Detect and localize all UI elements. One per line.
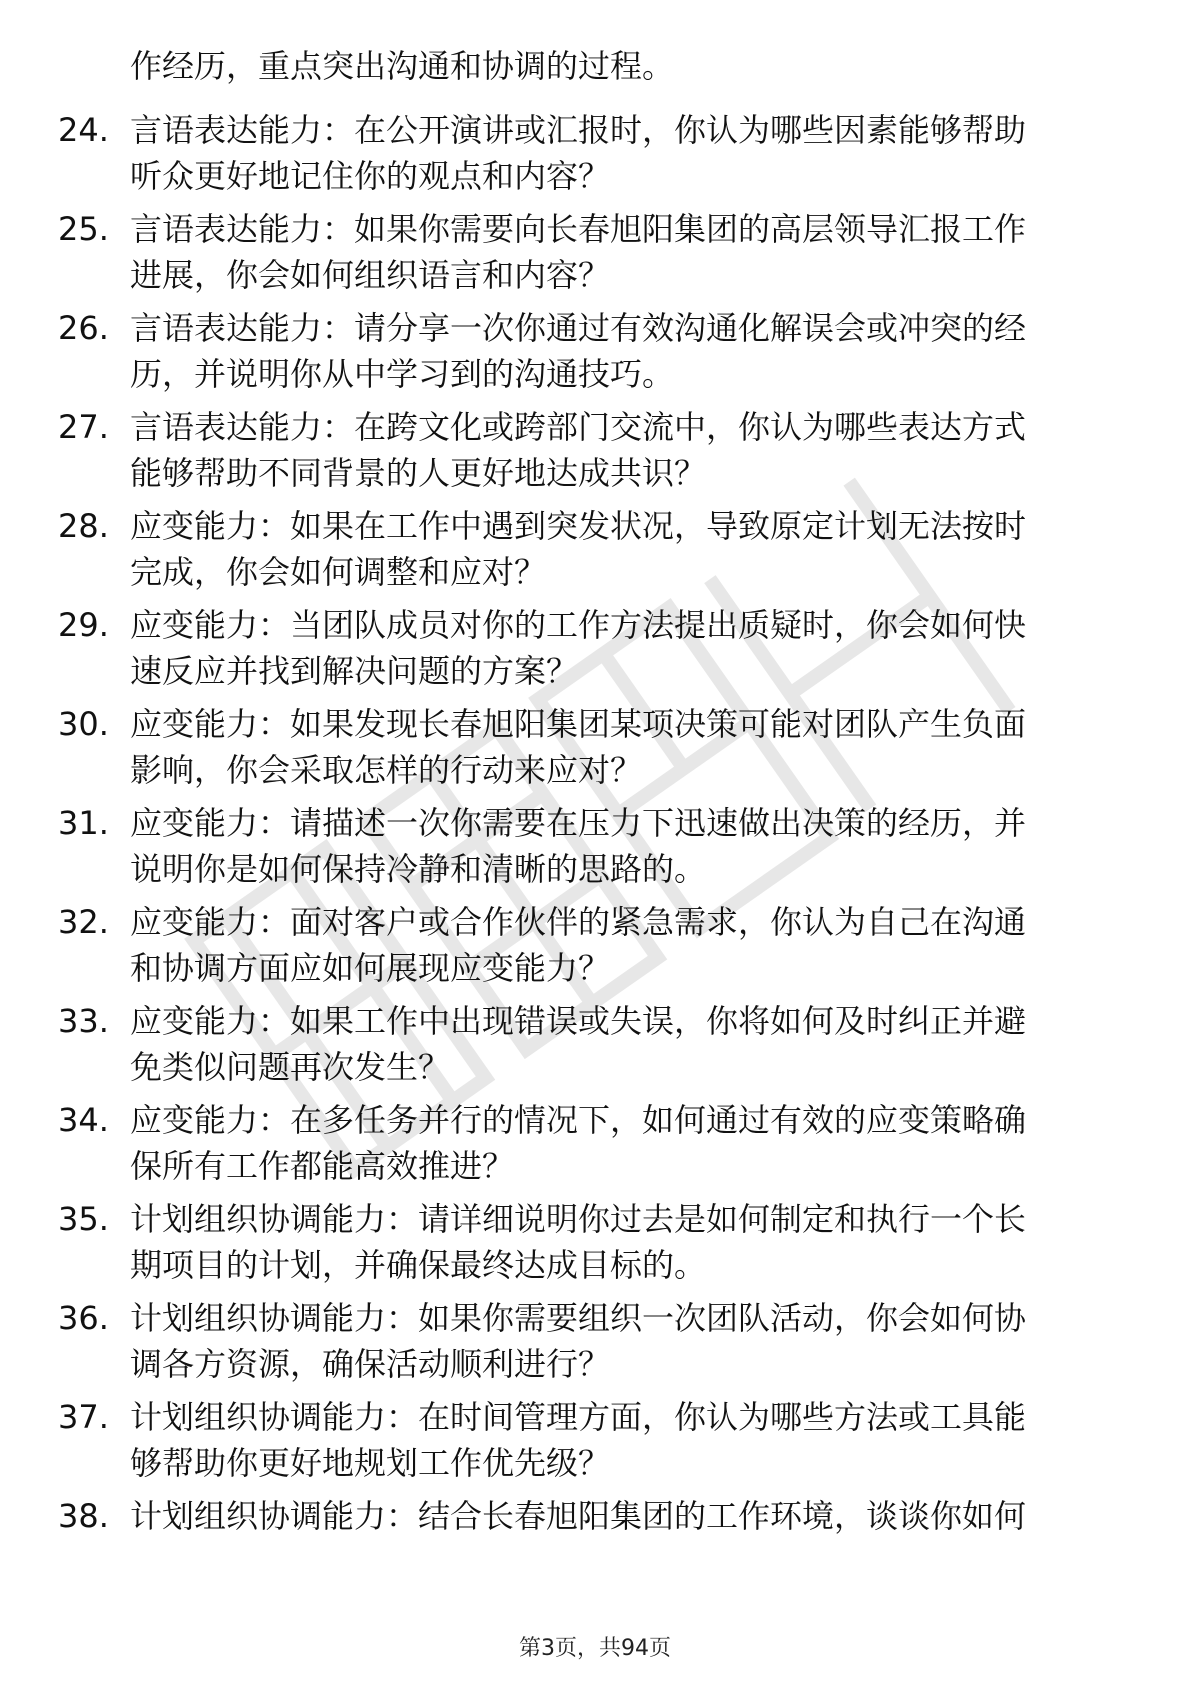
question-number: 30. (58, 705, 109, 743)
question-text-line: 应变能力：当团队成员对你的工作方法提出质疑时，你会如何快 (130, 606, 1027, 644)
question-text-line: 应变能力：如果工作中出现错误或失误，你将如何及时纠正并避 (130, 1002, 1027, 1040)
question-number: 38. (58, 1497, 109, 1535)
question-text-line: 期项目的计划，并确保最终达成目标的。 (130, 1246, 707, 1284)
continuation-text: 作经历，重点突出沟通和协调的过程。 (130, 47, 675, 85)
question-item (0, 1098, 1190, 1198)
question-text-line: 应变能力：如果在工作中遇到突发状况，导致原定计划无法按时 (130, 507, 1027, 545)
page-footer: 第3页，共94页 (519, 1636, 671, 1661)
question-number: 35. (58, 1200, 109, 1238)
question-item (0, 1197, 1190, 1297)
question-item (0, 207, 1190, 307)
question-text-line: 速反应并找到解决问题的方案？ (130, 652, 579, 690)
question-text-line: 完成，你会如何调整和应对？ (130, 553, 547, 591)
question-text-line: 调各方资源，确保活动顺利进行？ (130, 1345, 611, 1383)
question-text-line: 计划组织协调能力：在时间管理方面，你认为哪些方法或工具能 (130, 1398, 1027, 1436)
question-text-line: 应变能力：请描述一次你需要在压力下迅速做出决策的经历，并 (130, 804, 1027, 842)
question-number: 25. (58, 210, 109, 248)
question-number: 37. (58, 1398, 109, 1436)
question-text-line: 能够帮助不同背景的人更好地达成共识？ (130, 454, 707, 492)
question-text-line: 言语表达能力：如果你需要向长春旭阳集团的高层领导汇报工作 (130, 210, 1027, 248)
question-text-line: 历，并说明你从中学习到的沟通技巧。 (130, 355, 675, 393)
question-text-line: 应变能力：面对客户或合作伙伴的紧急需求，你认为自己在沟通 (130, 903, 1027, 941)
question-number: 36. (58, 1299, 109, 1337)
question-text-line: 应变能力：如果发现长春旭阳集团某项决策可能对团队产生负面 (130, 705, 1027, 743)
question-number: 33. (58, 1002, 109, 1040)
question-number: 32. (58, 903, 109, 941)
question-text-line: 应变能力：在多任务并行的情况下，如何通过有效的应变策略确 (130, 1101, 1027, 1139)
question-item (0, 999, 1190, 1099)
question-text-line: 影响，你会采取怎样的行动来应对？ (130, 751, 643, 789)
question-text-line: 说明你是如何保持冷静和清晰的思路的。 (130, 850, 707, 888)
question-item (0, 900, 1190, 1000)
question-item (0, 1296, 1190, 1396)
question-text-line: 保所有工作都能高效推进？ (130, 1147, 515, 1185)
question-text-line: 听众更好地记住你的观点和内容？ (130, 157, 611, 195)
question-text-line: 计划组织协调能力：如果你需要组织一次团队活动，你会如何协 (130, 1299, 1027, 1337)
question-text-line: 和协调方面应如何展现应变能力？ (130, 949, 611, 987)
question-text-line: 计划组织协调能力：请详细说明你过去是如何制定和执行一个长 (130, 1200, 1027, 1238)
question-text-line: 言语表达能力：在跨文化或跨部门交流中，你认为哪些表达方式 (130, 408, 1027, 446)
question-number: 29. (58, 606, 109, 644)
question-item (0, 801, 1190, 901)
question-number: 31. (58, 804, 109, 842)
question-item (0, 603, 1190, 703)
question-item (0, 405, 1190, 505)
question-number: 28. (58, 507, 109, 545)
question-text-line: 免类似问题再次发生？ (130, 1048, 451, 1086)
question-text-line: 言语表达能力：请分享一次你通过有效沟通化解误会或冲突的经 (130, 309, 1027, 347)
question-number: 34. (58, 1101, 109, 1139)
question-number: 24. (58, 111, 109, 149)
question-item (0, 1395, 1190, 1495)
question-text-line: 进展，你会如何组织语言和内容？ (130, 256, 611, 294)
question-item (0, 1494, 1190, 1594)
question-text-line: 言语表达能力：在公开演讲或汇报时，你认为哪些因素能够帮助 (130, 111, 1027, 149)
question-number: 26. (58, 309, 109, 347)
question-item (0, 108, 1190, 208)
question-text-line: 够帮助你更好地规划工作优先级？ (130, 1444, 611, 1482)
question-item (0, 306, 1190, 406)
question-text-line: 计划组织协调能力：结合长春旭阳集团的工作环境，谈谈你如何 (130, 1497, 1027, 1535)
question-number: 27. (58, 408, 109, 446)
question-item (0, 504, 1190, 604)
question-item (0, 702, 1190, 802)
